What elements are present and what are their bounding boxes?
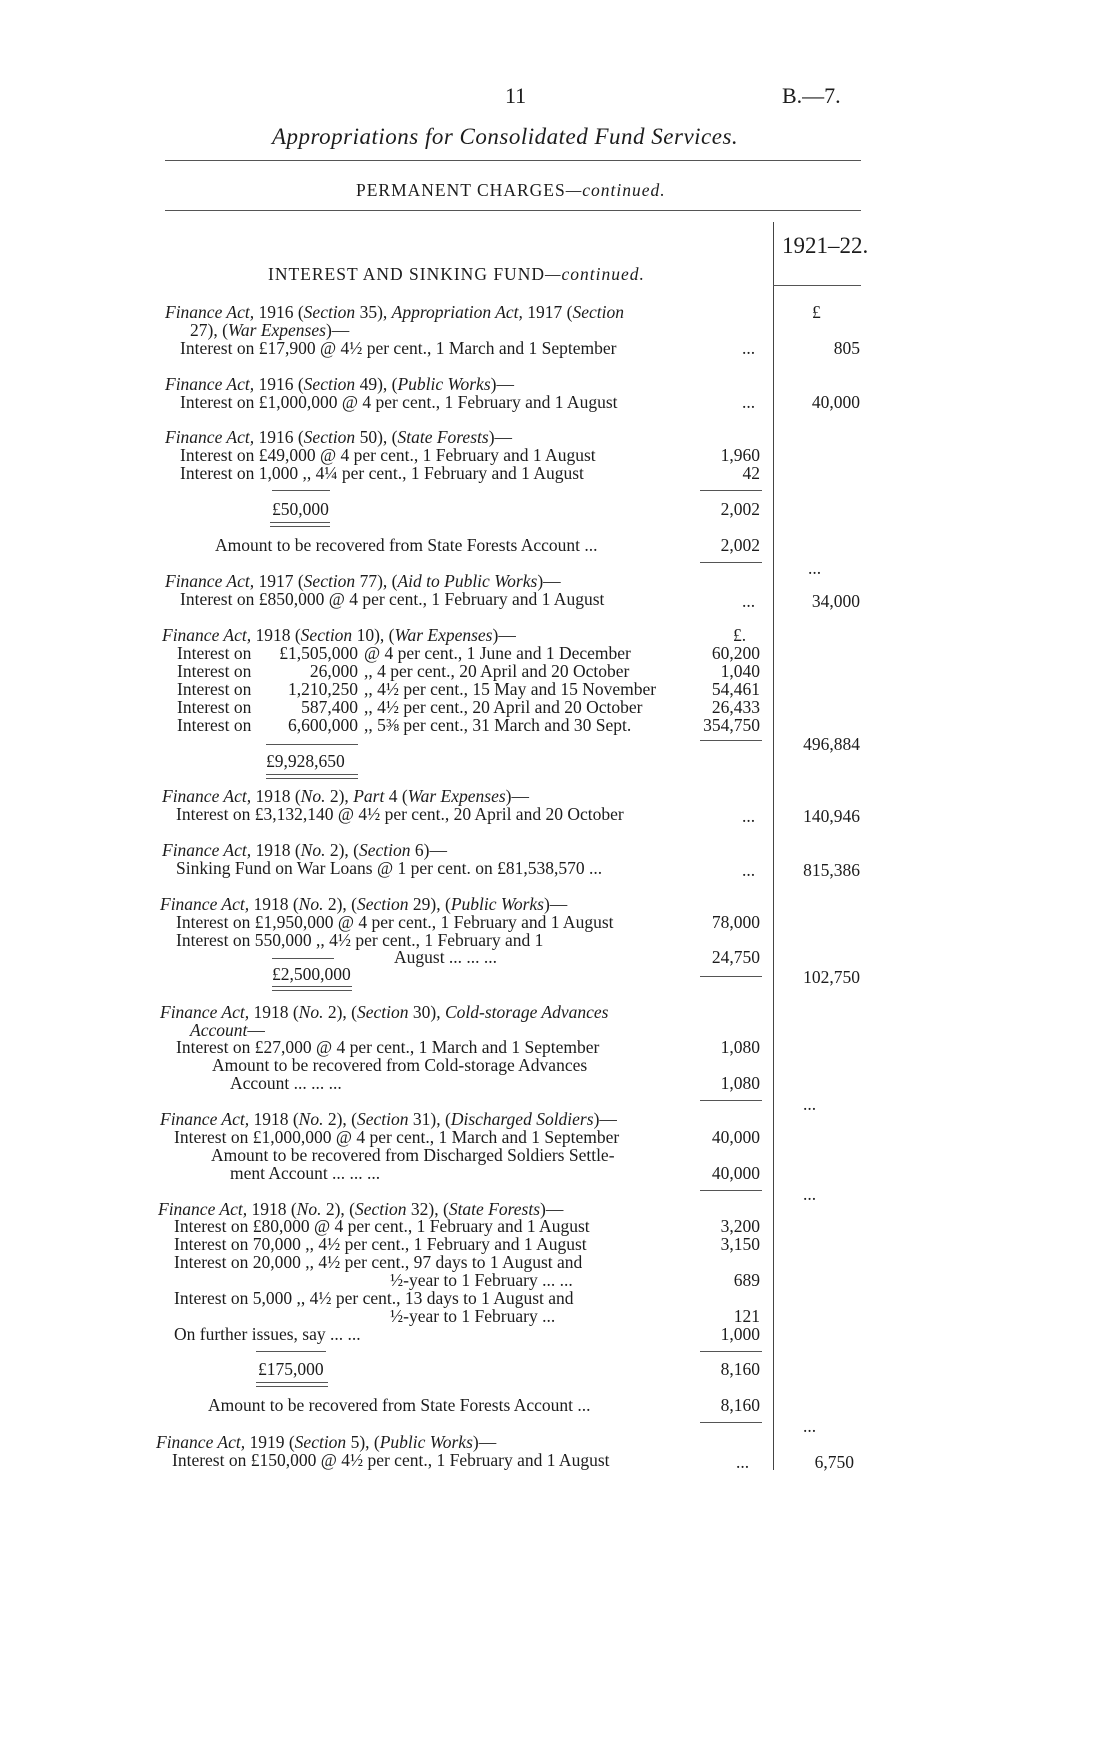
double-rule <box>270 522 330 523</box>
principal-amount: 6,600,000 <box>288 715 358 735</box>
total-amount: ... <box>808 558 822 578</box>
interest-line-cont: ½-year to 1 February ... <box>390 1306 556 1326</box>
interest-line: Interest on £3,132,140 @ 4½ per cent., 20 April and 20 October <box>176 804 624 824</box>
page-number: 11 <box>505 83 527 108</box>
line-amount: 3,200 <box>720 1216 760 1236</box>
currency-symbol: £ <box>812 302 821 322</box>
dots: ... <box>742 860 756 880</box>
recovery-amount: 1,080 <box>720 1073 760 1093</box>
subtotal-amount: 2,002 <box>720 499 760 519</box>
column-divider <box>773 222 774 1470</box>
line-amount: 54,461 <box>711 679 760 699</box>
sinking-fund-line: Sinking Fund on War Loans @ 1 per cent. on £81,538,570 ... <box>176 858 603 878</box>
interest-rate: ,, 4½ per cent., 20 April and 20 October <box>364 697 643 717</box>
interest-label: Interest on <box>177 697 252 717</box>
total-amount: 40,000 <box>811 392 860 412</box>
act-title: Finance Act, 1918 (No. 2), Part 4 (War Expenses)— <box>162 786 529 806</box>
principal-rule <box>272 958 334 959</box>
interest-rate: ,, 4 per cent., 20 April and 20 October <box>364 661 630 681</box>
principal-total: £2,500,000 <box>272 964 351 984</box>
subtitle-rule <box>165 210 861 211</box>
line-amount: 1,080 <box>720 1037 760 1057</box>
interest-line: Interest on £49,000 @ 4 per cent., 1 February and 1 August <box>180 445 596 465</box>
act-title: Finance Act, 1917 (Section 77), (Aid to Public Works)— <box>165 571 561 591</box>
title-rule <box>165 160 861 161</box>
year-column-header: 1921–22. <box>782 233 869 258</box>
act-title: Finance Act, 1918 (Section 10), (War Expenses)— <box>162 625 516 645</box>
principal-total: £50,000 <box>272 499 329 519</box>
interest-line: Interest on £27,000 @ 4 per cent., 1 March and 1 September <box>176 1037 600 1057</box>
interest-line: Interest on £1,000,000 @ 4 per cent., 1 March and 1 September <box>174 1127 620 1147</box>
recovery-line-cont: ment Account ... ... ... <box>230 1163 381 1183</box>
interest-label: Interest on <box>177 715 252 735</box>
act-title-cont: Account— <box>190 1020 265 1040</box>
dots: ... <box>742 338 756 358</box>
interest-line: Interest on 70,000 ,, 4½ per cent., 1 February and 1 August <box>174 1234 587 1254</box>
recovery-rule <box>700 1422 762 1423</box>
principal-rule <box>266 744 358 745</box>
act-title: Finance Act, 1918 (No. 2), (Section 31), (Discharged Soldiers)— <box>160 1109 617 1129</box>
line-amount: 1,040 <box>720 661 760 681</box>
year-rule <box>773 285 861 286</box>
dots: ... <box>742 591 756 611</box>
line-amount: 121 <box>733 1306 760 1326</box>
currency-symbol: £. <box>733 625 747 645</box>
line-amount: 1,000 <box>720 1324 760 1344</box>
total-amount: 496,884 <box>803 734 860 754</box>
line-amount: 24,750 <box>711 947 760 967</box>
principal-rule <box>272 490 330 491</box>
dots: ... <box>742 806 756 826</box>
dots: ... <box>736 1452 750 1472</box>
double-rule <box>266 778 358 779</box>
line-amount: 689 <box>733 1270 760 1290</box>
total-amount: ... <box>803 1094 817 1114</box>
interest-line: Interest on £1,950,000 @ 4 per cent., 1 February and 1 August <box>176 912 614 932</box>
total-amount: 34,000 <box>811 591 860 611</box>
act-title: Finance Act, 1918 (No. 2), (Section 29), (Public Works)— <box>160 894 568 914</box>
double-rule <box>256 1386 328 1387</box>
dots: ... <box>742 392 756 412</box>
line-amount: 1,960 <box>720 445 760 465</box>
principal-amount: £1,505,000 <box>279 643 358 663</box>
interest-line: Interest on 20,000 ,, 4½ per cent., 97 days to 1 August and <box>174 1252 583 1272</box>
principal-amount: 26,000 <box>309 661 358 681</box>
total-amount: 102,750 <box>803 967 860 987</box>
interest-label: Interest on <box>177 643 252 663</box>
interest-line: Interest on £80,000 @ 4 per cent., 1 February and 1 August <box>174 1216 590 1236</box>
principal-amount: 587,400 <box>301 697 358 717</box>
principal-total: £9,928,650 <box>266 751 345 771</box>
total-amount: 6,750 <box>814 1452 854 1472</box>
recovery-line: Amount to be recovered from Cold-storage Advances <box>212 1055 588 1075</box>
document-series: B.—7. <box>782 83 841 108</box>
interest-line-cont: August ... ... ... <box>394 947 498 967</box>
total-amount: ... <box>803 1416 817 1436</box>
recovery-line: Amount to be recovered from State Forests Account ... <box>208 1395 591 1415</box>
interest-rate: ,, 4½ per cent., 15 May and 15 November <box>364 679 657 699</box>
interest-line: Interest on 550,000 ,, 4½ per cent., 1 February and 1 <box>176 930 544 950</box>
recovery-amount: 2,002 <box>720 535 760 555</box>
recovery-rule <box>700 562 762 563</box>
act-title: Finance Act, 1916 (Section 35), Appropriation Act, 1917 (Section <box>165 302 624 322</box>
total-amount: 805 <box>833 338 860 358</box>
interest-line: Interest on 1,000 ,, 4¼ per cent., 1 February and 1 August <box>180 463 584 483</box>
line-amount: 42 <box>742 463 760 483</box>
principal-total: £175,000 <box>258 1359 324 1379</box>
total-amount: ... <box>803 1184 817 1204</box>
act-title: Finance Act, 1918 (No. 2), (Section 6)— <box>162 840 447 860</box>
act-title: Finance Act, 1918 (No. 2), (Section 32), (State Forests)— <box>158 1199 564 1219</box>
recovery-line-cont: Account ... ... ... <box>230 1073 342 1093</box>
act-title: Finance Act, 1918 (No. 2), (Section 30), Cold-storage Advances <box>160 1002 609 1022</box>
section-subtitle: PERMANENT CHARGES—continued. <box>356 180 666 200</box>
interest-line: Interest on £150,000 @ 4½ per cent., 1 February and 1 August <box>172 1450 610 1470</box>
section-heading: INTEREST AND SINKING FUND—continued. <box>268 264 645 284</box>
further-issues-line: On further issues, say ... ... <box>174 1324 361 1344</box>
line-amount: 40,000 <box>711 1127 760 1147</box>
interest-line-cont: ½-year to 1 February ... ... <box>390 1270 573 1290</box>
line-amount: 26,433 <box>711 697 760 717</box>
recovery-amount: 8,160 <box>720 1395 760 1415</box>
double-rule <box>272 990 352 991</box>
line-amount: 3,150 <box>720 1234 760 1254</box>
interest-label: Interest on <box>177 679 252 699</box>
interest-line: Interest on £17,900 @ 4½ per cent., 1 March and 1 September <box>180 338 617 358</box>
act-title-cont: 27), (War Expenses)— <box>190 320 350 340</box>
line-amount: 354,750 <box>703 715 760 735</box>
double-rule <box>270 526 330 527</box>
recovery-line: Amount to be recovered from State Forests Account ... <box>215 535 598 555</box>
interest-line: Interest on £1,000,000 @ 4 per cent., 1 February and 1 August <box>180 392 618 412</box>
recovery-amount: 40,000 <box>711 1163 760 1183</box>
page-title: Appropriations for Consolidated Fund Services. <box>272 124 739 149</box>
subtotal-rule <box>700 1351 762 1352</box>
line-amount: 78,000 <box>711 912 760 932</box>
interest-label: Interest on <box>177 661 252 681</box>
subtotal-rule <box>700 490 762 491</box>
interest-line: Interest on 5,000 ,, 4½ per cent., 13 days to 1 August and <box>174 1288 574 1308</box>
principal-rule <box>256 1351 326 1352</box>
principal-amount: 1,210,250 <box>288 679 358 699</box>
recovery-rule <box>700 1100 762 1101</box>
interest-rate: @ 4 per cent., 1 June and 1 December <box>364 643 631 663</box>
rows-rule <box>700 976 762 977</box>
act-title: Finance Act, 1916 (Section 49), (Public Works)— <box>165 374 514 394</box>
double-rule <box>272 986 352 987</box>
total-amount: 140,946 <box>803 806 860 826</box>
recovery-line: Amount to be recovered from Discharged Soldiers Settle- <box>211 1145 615 1165</box>
act-title: Finance Act, 1916 (Section 50), (State Forests)— <box>165 427 513 447</box>
act-title: Finance Act, 1919 (Section 5), (Public Works)— <box>156 1432 497 1452</box>
line-amount: 60,200 <box>711 643 760 663</box>
total-amount: 815,386 <box>803 860 860 880</box>
subtotal-amount: 8,160 <box>720 1359 760 1379</box>
rows-rule <box>700 740 762 741</box>
interest-rate: ,, 5⅜ per cent., 31 March and 30 Sept. <box>364 715 632 735</box>
double-rule <box>256 1382 328 1383</box>
recovery-rule <box>700 1190 762 1191</box>
interest-line: Interest on £850,000 @ 4 per cent., 1 February and 1 August <box>180 589 605 609</box>
double-rule <box>266 774 358 775</box>
